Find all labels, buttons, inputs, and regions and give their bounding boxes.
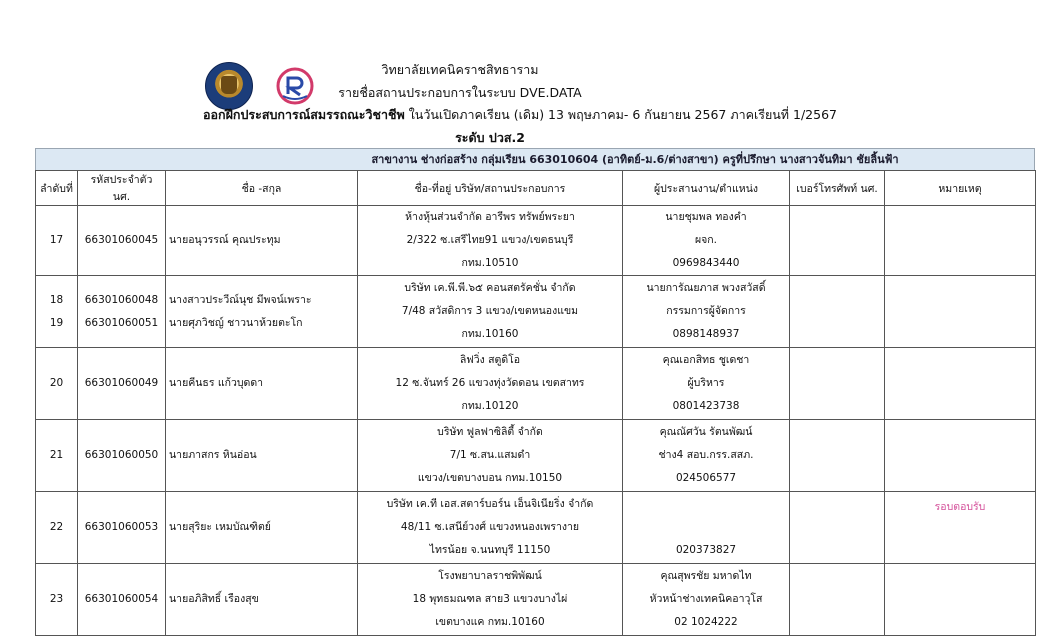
col-header-no: ลำดับที่ [36, 171, 78, 206]
cell-company-line: กทม.10160 [461, 328, 519, 340]
cell-company-line: แขวง/เขตบางบอน กทม.10150 [417, 472, 563, 484]
cell-coordinator-line: ผู้บริหาร [687, 377, 725, 389]
cell-student-id-line: 66301060045 [84, 234, 159, 246]
cell-student-id [78, 348, 166, 420]
cell-student-name-line: นายภาสกร หินอ่อน [169, 449, 257, 461]
cell-company-line: กทม.10120 [461, 400, 519, 412]
cell-company [358, 206, 623, 276]
col-header-name: ชื่อ -สกุล [166, 171, 358, 206]
cell-coordinator-line: 0969843440 [672, 257, 740, 269]
cell-coordinator-line: นายชุมพล ทองคำ [665, 211, 747, 223]
table-row [36, 276, 1036, 348]
table-row [36, 420, 1036, 492]
cell-student-id [78, 276, 166, 348]
cell-student-name-line: นายคีนธร แก้วบุดดา [169, 377, 264, 389]
cell-company-line: 7/1 ซ.สน.แสมดำ [449, 449, 531, 461]
cell-student-id-line: 66301060051 [84, 316, 159, 329]
cell-phone [790, 564, 885, 636]
cell-student-name-line: นายอภิสิทธิ์ เรืองสุข [169, 593, 259, 605]
cell-phone [790, 492, 885, 564]
cell-no-line: 22 [49, 521, 64, 533]
cell-no-line: 17 [49, 234, 64, 246]
cell-student-name-line: นายศุภวิชญ์ ชาวนาห้วยตะโก [169, 316, 303, 329]
cell-company [358, 276, 623, 348]
cell-coordinator-line: หัวหน้าช่างเทคนิคอาวุโส [649, 593, 763, 605]
cell-student-name [166, 348, 358, 420]
table-row [36, 206, 1036, 276]
cell-coordinator-line: 0898148937 [672, 328, 740, 340]
cell-student-id-line: 66301060054 [84, 593, 159, 605]
cell-student-id [78, 492, 166, 564]
cell-remark [885, 420, 1036, 492]
cell-coordinator-line: นายการัณยภาส พวงสวัสดิ์ [646, 282, 766, 294]
cell-student-name [166, 564, 358, 636]
col-header-coordinator: ผู้ประสานงาน/ตำแหน่ง [623, 171, 790, 206]
cell-coordinator-line: 020373827 [675, 544, 737, 556]
cell-coordinator-line: คุณสุพรชัย มหาดไท [660, 570, 752, 582]
cell-coordinator-line: 024506577 [675, 472, 737, 484]
cell-company-line: 7/48 สวัสดิการ 3 แขวง/เขตหนองแขม [401, 305, 579, 317]
cell-remark [885, 564, 1036, 636]
cell-no [36, 348, 78, 420]
cell-company-line: 48/11 ซ.เสนีย์วงศ์ แขวงหนองเพรางาย [400, 521, 580, 533]
cell-phone [790, 420, 885, 492]
cell-company-line: 2/322 ซ.เสรีไทย91 แขวง/เขตธนบุรี [406, 234, 574, 246]
cell-coordinator [623, 564, 790, 636]
col-header-phone: เบอร์โทรศัพท์ นศ. [790, 171, 885, 206]
level-title: ระดับ ปวส.2 [455, 130, 525, 145]
cell-student-name [166, 276, 358, 348]
cell-company-line: เขตบางแค กทม.10160 [435, 616, 545, 628]
table-row [36, 492, 1036, 564]
program-title-bold: ออกฝึกประสบการณ์สมรรถณะวิชาชีพ [203, 107, 405, 122]
cell-coordinator-line: 0801423738 [672, 400, 740, 412]
cell-coordinator-line: ช่าง4 สอบ.กรร.สสภ. [658, 449, 754, 461]
cell-phone [790, 276, 885, 348]
cell-student-name-line: นายสุริยะ เหมบัณฑิตย์ [169, 521, 271, 533]
cell-company [358, 564, 623, 636]
cell-coordinator [623, 348, 790, 420]
cell-remark [885, 206, 1036, 276]
placement-table-wrapper [35, 148, 1035, 636]
cell-no [36, 492, 78, 564]
cell-no [36, 420, 78, 492]
cell-student-id-line: 66301060048 [84, 293, 159, 306]
cell-coordinator-line: ผจก. [695, 234, 717, 246]
cell-student-id-line: 66301060053 [84, 521, 159, 533]
cell-coordinator [623, 276, 790, 348]
cell-company-line: บริษัท ฟูลฟาซิลิตี้ จำกัด [437, 426, 543, 438]
cell-no-line: 23 [49, 593, 64, 605]
cell-coordinator-line: คุณณัศวัน รัตนพัฒน์ [659, 426, 753, 438]
cell-no-line: 18 [49, 293, 64, 306]
cell-company-line: ห้างหุ้นส่วนจำกัด อารีพร ทรัพย์พระยา [405, 211, 575, 223]
cell-phone [790, 348, 885, 420]
cell-coordinator [623, 206, 790, 276]
cell-student-id-line: 66301060050 [84, 449, 159, 461]
cell-company-line: บริษัท เค.พี.พี.๖๕ คอนสตรัคชั่น จำกัด [404, 282, 576, 294]
cell-coordinator [623, 492, 790, 564]
cell-company-line: 12 ซ.จันทร์ 26 แขวงทุ่งวัดดอน เขตสาทร [395, 377, 585, 389]
col-header-student-id: รหัสประจำตัว นศ. [78, 171, 166, 206]
cell-coordinator-line [626, 516, 786, 539]
cell-student-id-line: 66301060049 [84, 377, 159, 389]
cell-no [36, 206, 78, 276]
college-name: วิทยาลัยเทคนิคราชสิทธาราม [381, 62, 539, 77]
cell-student-name [166, 492, 358, 564]
cell-company-line: ลิฟวิ่ง สตูดิโอ [459, 354, 521, 366]
col-header-company: ชื่อ-ที่อยู่ บริษัท/สถานประกอบการ [358, 171, 623, 206]
cell-student-name [166, 420, 358, 492]
cell-student-name-line: นายอนุวรรณ์ คุณประทุม [169, 234, 281, 246]
cell-student-id [78, 420, 166, 492]
group-bar: สาขางาน ช่างก่อสร้าง กลุ่มเรียน 663010604 (อาทิตย์-ม.6/ต่างสาขา) ครูที่ปรึกษา นางสาวจันทิมา ชัยลิ้นฟ้า [35, 148, 1035, 170]
cell-no-line: 21 [49, 449, 64, 461]
cell-phone [790, 206, 885, 276]
cell-coordinator-line: 02 1024222 [674, 616, 738, 628]
cell-company [358, 348, 623, 420]
cell-no [36, 564, 78, 636]
cell-no-line: 19 [49, 316, 64, 329]
cell-coordinator-line: คุณเอกสิทธ ชูเดชา [662, 354, 750, 366]
cell-student-name [166, 206, 358, 276]
program-title-rest: ในวันเปิดภาคเรียน (เดิม) 13 พฤษภาคม- 6 กันยายน 2567 ภาคเรียนที่ 1/2567 [404, 107, 837, 122]
cell-coordinator [623, 420, 790, 492]
col-header-remark: หมายเหตุ [885, 171, 1036, 206]
placement-table [35, 170, 1036, 636]
cell-company-line: 18 พุทธมณฑล สาย3 แขวงบางไผ่ [412, 593, 568, 605]
cell-company-line: กทม.10510 [461, 257, 519, 269]
cell-student-name-line: นางสาวประวีณ์นุช มีพจน์เพราะ [169, 293, 312, 306]
cell-student-id [78, 206, 166, 276]
table-header-row [36, 171, 1036, 206]
cell-company-line: ไทรน้อย จ.นนทบุรี 11150 [429, 544, 551, 556]
table-body [36, 206, 1036, 636]
cell-company-line: โรงพยาบาลราชพิพัฒน์ [438, 570, 542, 582]
cell-company-line: บริษัท เค.ที เอส.สตาร์บอร์น เอ็นจิเนียริ่ง จำกัด [386, 498, 594, 510]
table-row [36, 348, 1036, 420]
cell-student-id [78, 564, 166, 636]
cell-company [358, 420, 623, 492]
cell-coordinator-line [626, 493, 786, 516]
cell-remark [885, 276, 1036, 348]
cell-remark: รอบตอบรับ [885, 492, 1036, 564]
cell-coordinator-line: กรรมการผู้จัดการ [666, 305, 746, 317]
cell-no-line: 20 [49, 377, 64, 389]
table-row [36, 564, 1036, 636]
cell-remark [885, 348, 1036, 420]
program-title [190, 105, 850, 125]
cell-no [36, 276, 78, 348]
cell-company [358, 492, 623, 564]
list-title: รายชื่อสถานประกอบการในระบบ DVE.DATA [338, 85, 582, 100]
